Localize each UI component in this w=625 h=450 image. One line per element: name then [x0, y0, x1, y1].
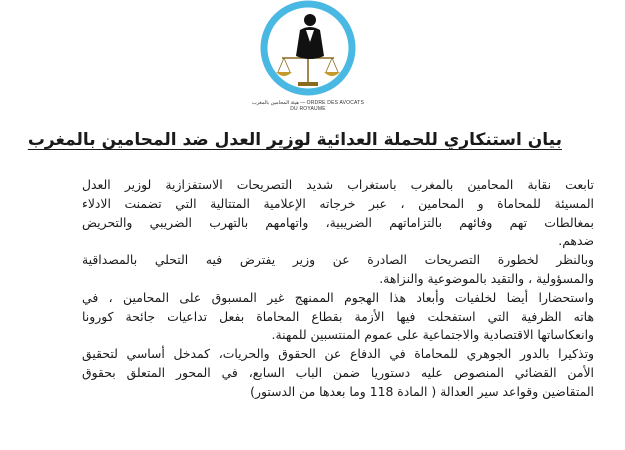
- scales-of-justice-lawyer-icon: [248, 0, 368, 100]
- statement-body: [82, 176, 594, 402]
- paragraph-line: ضدهم.: [558, 233, 594, 249]
- paragraph-line: الأمن القضائي المنصوص عليه دستوريا ضمن الباب السابع، في المحور المتعلق بحقوق: [82, 364, 594, 380]
- paragraph-line: وبالنظر لخطورة التصريحات الصادرة عن وزير يفترض فيه التحلي بالمصداقية: [82, 252, 594, 268]
- paragraph-line: وتذكيرا بالدور الجوهري للمحاماة في الدفاع عن الحقوق والحريات، كمدخل أساسي لتحقيق: [82, 346, 594, 362]
- logo-caption: هيئة المحامين بالمغرب — ORDRE DES AVOCATS DU ROYAUME: [251, 100, 365, 112]
- paragraph-line: بمغالطات تهم وفائهم بالتزاماتهم الضريبية، واتهامهم بالتهرب الضريبي والتحريض: [82, 214, 594, 230]
- statement-title: بيان استنكاري للحملة العدائية لوزير العدل ضد المحامين بالمغرب: [27, 130, 562, 150]
- paragraph-line: وانعكاساتها الاقتصادية والاجتماعية على عموم المنتسبين للمهنة.: [271, 327, 594, 343]
- paragraph-line: واستحضارا أيضا لخلفيات وأبعاد هذا الهجوم الممنهج غير المسبوق على المحامين ، في: [82, 289, 594, 305]
- bar-association-logo: [248, 0, 368, 118]
- paragraph-line: المتقاضين وقواعد سير العدالة ( المادة 118 وما بعدها من الدستور): [250, 383, 594, 399]
- paragraph-line: المسيئة للمحاماة و المحامين ، عبر خرجاته الإعلامية المتتالية التي تضمنت الادلاء: [82, 195, 594, 211]
- paragraph-line: تابعت نقابة المحامين بالمغرب باستغراب شديد التصريحات الاستفزازية لوزير العدل: [82, 177, 594, 192]
- paragraph-line: والمسؤولية ، والتقيد بالموضوعية والنزاهة.: [379, 270, 594, 286]
- paragraph-line: هاته الظرفية التي استفحلت فيها الأزمة بقطاع المحاماة بفعل تداعيات جائحة كورونا: [82, 308, 594, 324]
